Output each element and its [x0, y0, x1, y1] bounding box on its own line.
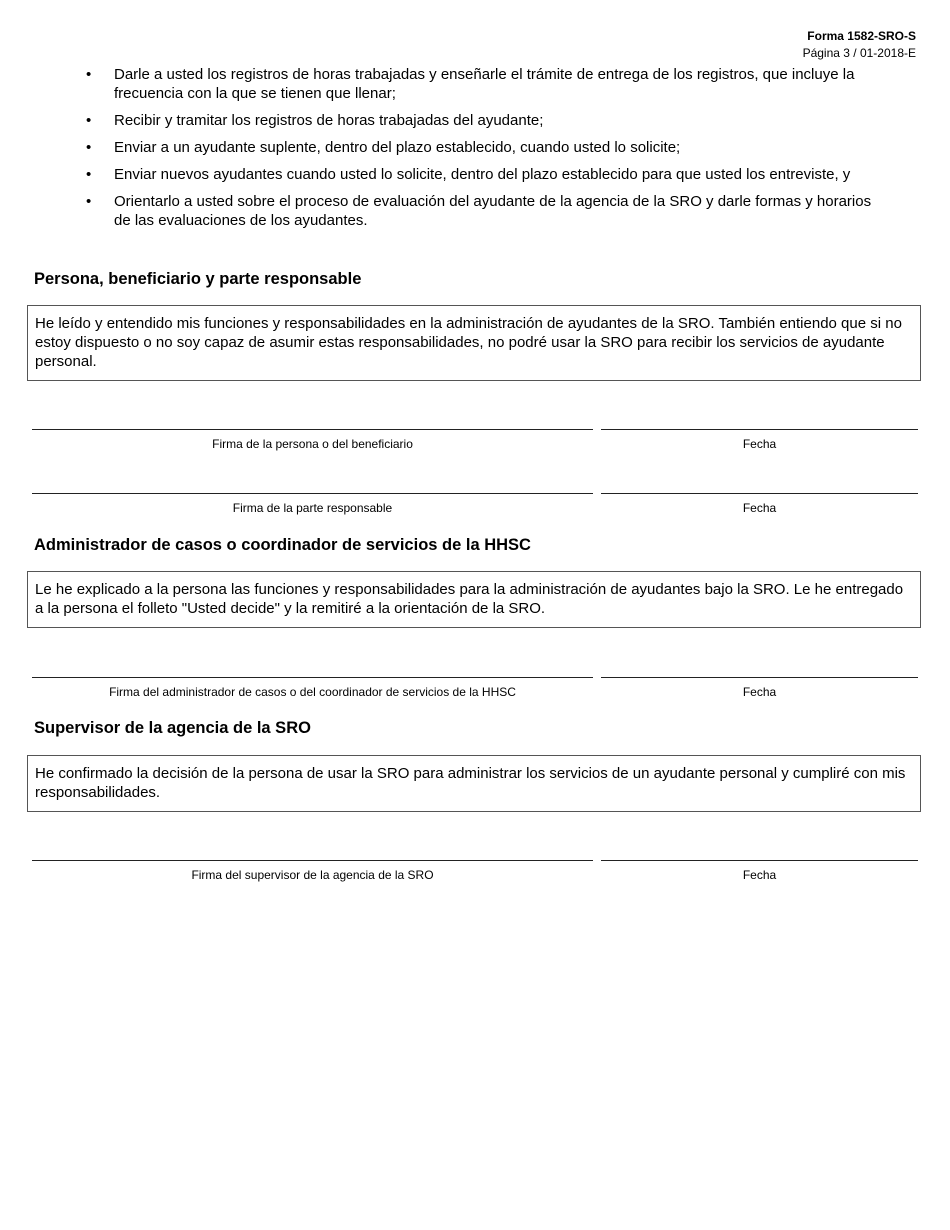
list-item: • Darle a usted los registros de horas trabajadas y enseñarle el trámite de entrega de los registros, que incluye la frecuencia con la que se tienen que llenar; — [86, 65, 876, 103]
person-date-field[interactable] — [601, 429, 918, 430]
section-title-person: Persona, beneficiario y parte responsable — [34, 270, 362, 288]
supervisor-date-label: Fecha — [742, 868, 777, 882]
person-signature-field[interactable] — [32, 429, 593, 430]
responsibilities-list — [86, 65, 876, 238]
list-item: • Orientarlo a usted sobre el proceso de evaluación del ayudante de la agencia de la SRO y darle formas y horarios de las evaluaciones de los ayudantes. — [86, 192, 876, 230]
case-manager-signature-field[interactable] — [32, 677, 593, 678]
supervisor-signature-label: Firma del supervisor de la agencia de la SRO — [191, 868, 434, 882]
case-manager-date-label: Fecha — [742, 685, 777, 699]
person-statement: He leído y entendido mis funciones y responsabilidades en la administración de ayudantes de la SRO. También entiendo que si no estoy dispuesto o no soy capaz de asumir estas responsabilidades, no podré usar la SRO para recibir los servicios de ayudante personal. — [27, 305, 921, 381]
supervisor-signature-field[interactable] — [32, 860, 593, 861]
form-id: Forma 1582-SRO-S — [807, 29, 916, 43]
form-header — [803, 28, 916, 61]
person-date-label: Fecha — [742, 437, 777, 451]
page-info: Página 3 / 01-2018-E — [802, 46, 916, 60]
case-manager-statement: Le he explicado a la persona las funciones y responsabilidades para la administración de ayudantes bajo la SRO. Le he entregado a la persona el folleto "Usted decide" y la remitiré a la orientación de la SRO. — [27, 571, 921, 628]
list-item: • Enviar nuevos ayudantes cuando usted lo solicite, dentro del plazo establecido para que usted los entreviste, y — [86, 165, 876, 184]
responsible-party-date-label: Fecha — [742, 501, 777, 515]
supervisor-date-field[interactable] — [601, 860, 918, 861]
case-manager-signature-label: Firma del administrador de casos o del coordinador de servicios de la HHSC — [109, 685, 516, 699]
section-title-supervisor: Supervisor de la agencia de la SRO — [34, 719, 311, 737]
person-signature-label: Firma de la persona o del beneficiario — [212, 437, 413, 451]
supervisor-statement: He confirmado la decisión de la persona de usar la SRO para administrar los servicios de un ayudante personal y cumpliré con mis responsabilidades. — [27, 755, 921, 812]
responsible-party-date-field[interactable] — [601, 493, 918, 494]
case-manager-date-field[interactable] — [601, 677, 918, 678]
list-item: • Recibir y tramitar los registros de horas trabajadas del ayudante; — [86, 111, 876, 130]
responsible-party-signature-field[interactable] — [32, 493, 593, 494]
responsible-party-signature-label: Firma de la parte responsable — [232, 501, 393, 515]
list-item: • Enviar a un ayudante suplente, dentro del plazo establecido, cuando usted lo solicite; — [86, 138, 876, 157]
section-title-case-manager: Administrador de casos o coordinador de servicios de la HHSC — [34, 536, 531, 554]
